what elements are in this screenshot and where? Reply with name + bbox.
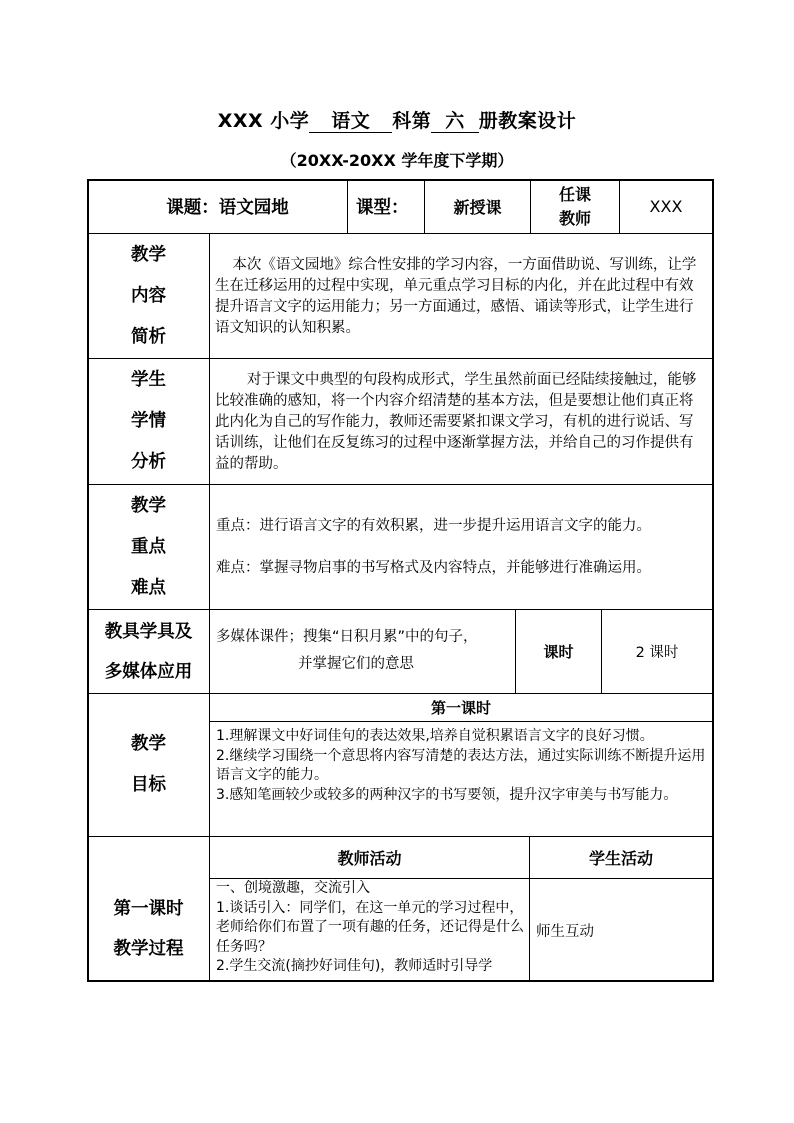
content-summary-label <box>88 234 209 358</box>
term-subtitle: （20XX-20XX 学年度下学期） <box>280 151 514 170</box>
label-line: 简析 <box>131 326 166 347</box>
label-line: 教学 <box>131 734 166 754</box>
student-activity-text: 师生互动 <box>536 924 594 940</box>
tools-label <box>88 610 209 693</box>
objectives-label <box>88 694 209 836</box>
teacher-value: XXX <box>649 197 683 216</box>
label-line: 难点 <box>131 577 166 598</box>
student-analysis-label <box>88 359 209 484</box>
key-point-text: 重点：进行语言文字的有效积累，进一步提升运用语言文字的能力。 <box>216 518 651 534</box>
objective-item: 3.感知笔画较少或较多的两种汉字的书写要领，提升汉字审美与书写能力。 <box>216 786 678 803</box>
teacher-label-line-1: 任课 <box>558 184 591 204</box>
teacher-activity-line: 一、创境激趣，交流引入 <box>216 880 370 896</box>
hours-label: 课时 <box>543 643 574 661</box>
label-line: 学情 <box>131 411 166 431</box>
objectives-list <box>216 727 710 805</box>
teacher-activity-line: 1.谈话引入：同学们，在这一单元的学习过程中，老师给你们布置了一项有趣的任务，还记得是什么任务吗？ <box>216 899 524 955</box>
document-title <box>0 106 794 133</box>
student-analysis-text: 对于课文中典型的句段构成形式，学生虽然前面已经陆续接触过，能够比较准确的感知，将一个内容介绍清楚的基本方法，但是要想让他们真正将此内化为自己的写作能力，教师还需要紧扣课文学习，有机的进行说话、写话训练，让他们在反复练习的过程中逐渐掌握方法，并给自己的习作提供有益的帮助。 <box>215 372 697 472</box>
label-line: 教学 <box>131 244 166 265</box>
title-end: 册教案设计 <box>478 110 577 132</box>
book-field: 六 <box>431 110 479 133</box>
teacher-activity-text <box>216 879 528 980</box>
label-line: 目标 <box>131 775 166 795</box>
label-line: 教学 <box>131 495 166 516</box>
difficulty-text: 难点：掌握寻物启事的书写格式及内容特点，并能够进行准确运用。 <box>216 560 651 576</box>
process-label <box>88 837 209 980</box>
title-mid: 科第 <box>392 110 432 132</box>
hours-value: 2 课时 <box>635 645 679 661</box>
label-line: 学生 <box>131 370 166 390</box>
objective-item: 2.继续学习围绕一个意思将内容写清楚的表达方法，通过实际训练不断提升运用语言文字的能力。 <box>216 747 706 783</box>
tools-text <box>216 624 512 678</box>
objectives-period: 第一课时 <box>430 699 491 717</box>
label-line: 内容 <box>131 285 166 306</box>
label-line: 教具学具及 <box>104 621 193 642</box>
type-label: 课型： <box>356 198 409 218</box>
label-line: 多媒体应用 <box>104 661 193 682</box>
teacher-label <box>531 180 619 233</box>
objective-item: 1.理解课文中好词佳句的表达效果,培养自觉积累语言文字的良好习惯。 <box>216 728 654 744</box>
teacher-label-line-2: 教师 <box>558 208 591 228</box>
content-summary-text: 本次《语文园地》综合性安排的学习内容，一方面借助说、写训练，让学生在迁移运用的过程中实现，单元重点学习目标的内化，并在此过程中有效提升语言文字的运用能力；另一方面通过，感悟、诵读等形式，让学生进行语文知识的认知积累。 <box>215 257 697 336</box>
label-line: 重点 <box>131 536 166 557</box>
tools-text-line-1: 多媒体课件；搜集“日积月累”中的句子， <box>216 629 478 645</box>
student-activity-header: 学生活动 <box>588 849 653 868</box>
teacher-activity-header: 教师活动 <box>337 849 402 868</box>
label-line: 教学过程 <box>113 938 184 959</box>
teacher-activity-line: 2.学生交流(摘抄好词佳句)，教师适时引导学 <box>216 958 493 974</box>
school-name: XXX 小学 <box>217 110 310 132</box>
label-line: 分析 <box>131 452 166 472</box>
tools-text-line-2: 并掌握它们的意思 <box>298 656 414 672</box>
subject-field: 语文 <box>309 110 392 133</box>
key-points-label <box>88 485 209 609</box>
label-line: 第一课时 <box>113 898 184 919</box>
type-value: 新授课 <box>453 198 502 217</box>
topic-cell: 课题：语文园地 <box>166 198 289 218</box>
